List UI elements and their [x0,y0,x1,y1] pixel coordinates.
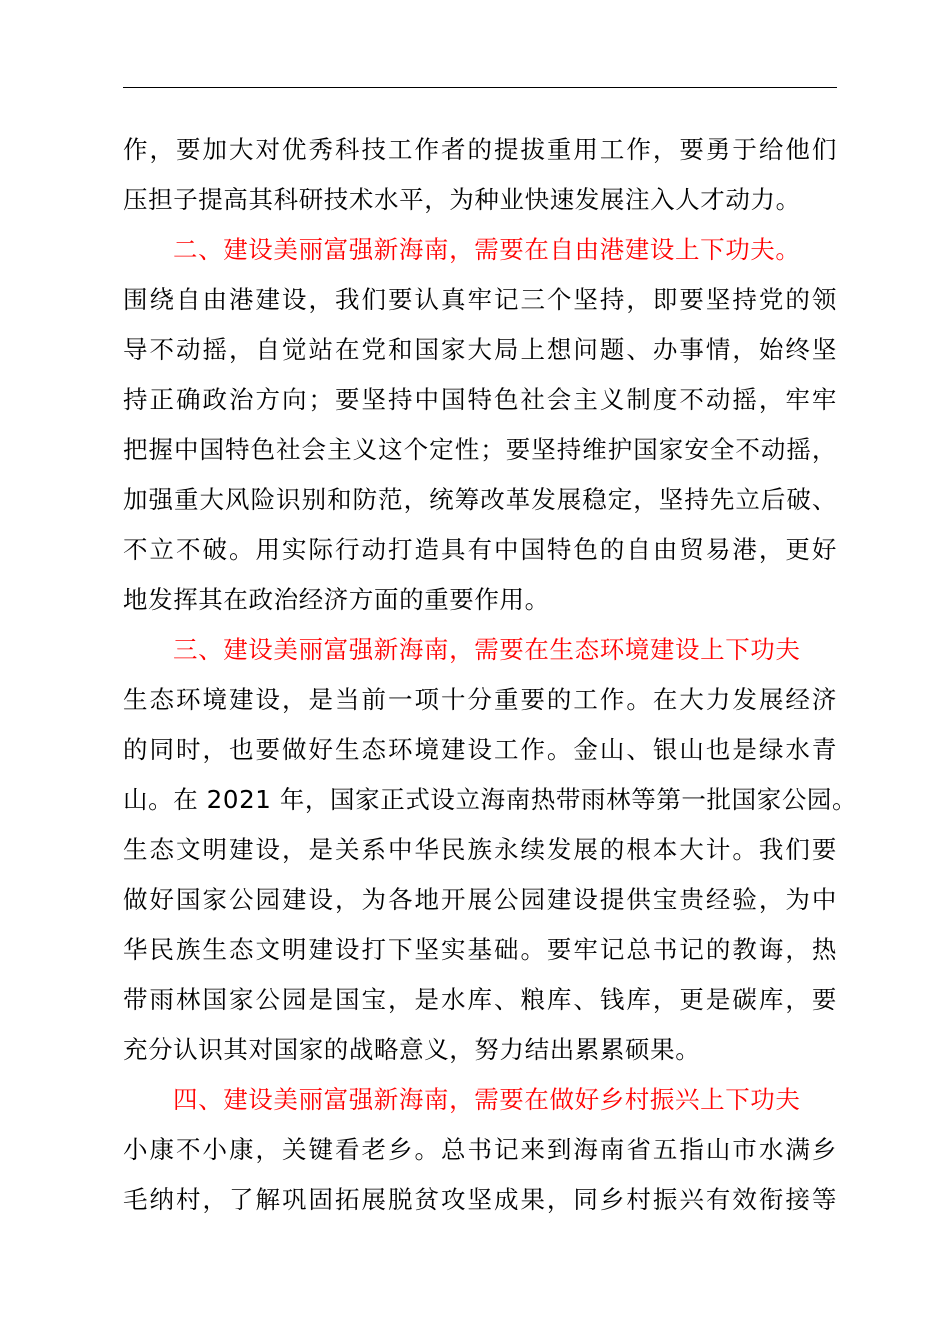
body-line: 持正确政治方向；要坚持中国特色社会主义制度不动摇，牢牢 [123,385,837,414]
body-line: 山。在 2021 年，国家正式设立海南热带雨林等第一批国家公园。 [123,785,858,814]
body-line: 华民族生态文明建设打下坚实基础。要牢记总书记的教诲，热 [123,935,837,964]
body-line: 的同时，也要做好生态环境建设工作。金山、银山也是绿水青 [123,735,837,764]
body-line: 小康不小康，关键看老乡。总书记来到海南省五指山市水满乡 [123,1135,837,1164]
section-heading-2: 二、建设美丽富强新海南，需要在自由港建设上下功夫。 [173,235,801,264]
body-line: 做好国家公园建设，为各地开展公园建设提供宝贵经验，为中 [123,885,837,914]
body-line: 毛纳村，了解巩固拓展脱贫攻坚成果，同乡村振兴有效衔接等 [123,1185,837,1214]
body-line: 充分认识其对国家的战略意义，努力结出累累硕果。 [123,1035,701,1064]
body-line: 带雨林国家公园是国宝，是水库、粮库、钱库，更是碳库，要 [123,985,837,1014]
body-line: 加强重大风险识别和防范，统筹改革发展稳定，坚持先立后破、 [123,485,837,514]
body-line: 地发挥其在政治经济方面的重要作用。 [123,585,550,614]
body-line: 作，要加大对优秀科技工作者的提拔重用工作，要勇于给他们 [123,135,837,164]
body-line: 生态环境建设，是当前一项十分重要的工作。在大力发展经济 [123,685,837,714]
section-heading-3: 三、建设美丽富强新海南，需要在生态环境建设上下功夫 [173,635,801,664]
body-line: 生态文明建设，是关系中华民族永续发展的根本大计。我们要 [123,835,837,864]
header-rule [123,87,837,88]
section-heading-4: 四、建设美丽富强新海南，需要在做好乡村振兴上下功夫 [173,1085,801,1114]
body-line: 把握中国特色社会主义这个定性；要坚持维护国家安全不动摇， [123,435,837,464]
body-line: 围绕自由港建设，我们要认真牢记三个坚持，即要坚持党的领 [123,285,837,314]
body-line: 导不动摇，自觉站在党和国家大局上想问题、办事情，始终坚 [123,335,837,364]
body-line: 压担子提高其科研技术水平，为种业快速发展注入人才动力。 [123,185,801,214]
body-line: 不立不破。用实际行动打造具有中国特色的自由贸易港，更好 [123,535,837,564]
